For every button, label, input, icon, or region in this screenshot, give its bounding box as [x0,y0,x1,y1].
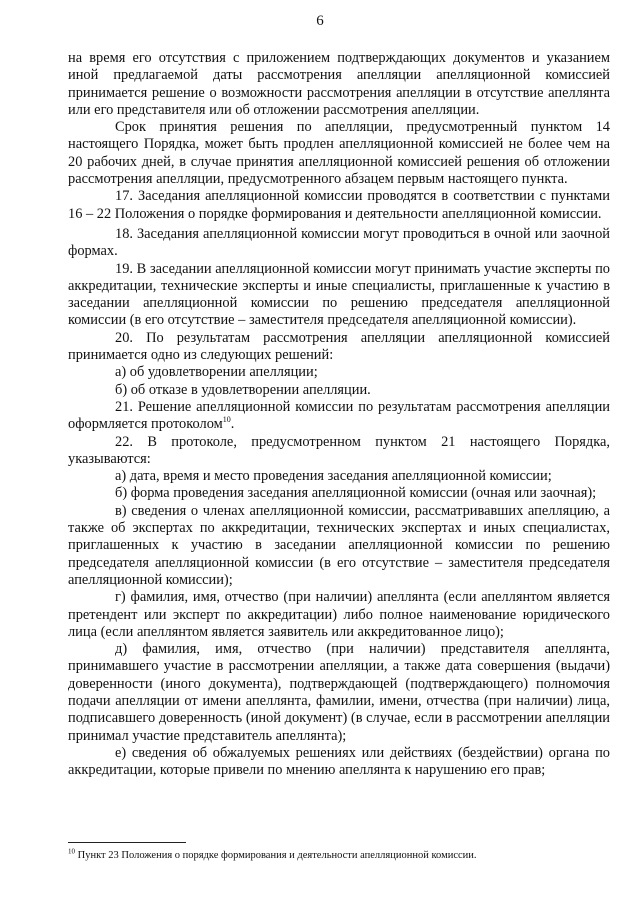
paragraph-20: 20. По результатам рассмотрения апелляции апелляционной комиссией принимается одно из следующих решений: [68,329,610,364]
footnote-divider [68,842,186,843]
paragraph-22-v: в) сведения о членах апелляционной комиссии, рассматривавших апелляцию, а также об экспертах по аккредитации, технических экспертах и иных специалистах, приглашенных к участию в заседании апелляционной комиссии по решению председателя апелляционной комиссии (в его отсутствие – заместителя председателя апелляционной комиссии); [68,502,610,588]
paragraph-22-g: г) фамилия, имя, отчество (при наличии) апеллянта (если апеллянтом является претендент или эксперт по аккредитации) либо полное наименование юридического лица (если апеллянтом является заявитель или аккредитованное лицо); [68,589,610,640]
page-number: 6 [316,13,324,29]
paragraph-19: 19. В заседании апелляционной комиссии могут принимать участие эксперты по аккредитации, технические эксперты и иные специалисты, приглашенные к участию в заседании апелляционной комиссии по решению председателя апелляционной комиссии (в его отсутствие – заместителя председателя апелляционной комиссии). [68,260,610,329]
paragraph-22-e: е) сведения об обжалуемых решениях или действиях (бездействии) органа по аккредитации, которые привели по мнению апеллянта к нарушению его прав; [68,744,610,779]
footnote-marker: 10 [68,847,75,856]
paragraph-21-end: . [230,416,235,433]
paragraph-21 [68,399,610,434]
footnote-text: Пункт 23 Положения о порядке формирования и деятельности апелляционной комиссии. [75,850,477,861]
footnote [68,849,610,862]
paragraph-17: 17. Заседания апелляционной комиссии проводятся в соответствии с пунктами 16 – 22 Положения о порядке формирования и деятельности апелляционной комиссии. [68,188,610,222]
paragraph-21-text: 21. Решение апелляционной комиссии по результатам рассмотрения апелляции оформляется протоколом [68,398,610,433]
paragraph-22-d: д) фамилия, имя, отчество (при наличии) представителя апеллянта, принимавшего участие в рассмотрении апелляции, а также дата совершения (выдачи) доверенности (иного документа), подтверждающей (подтверждающего) полномочия подачи апелляции от имени апеллянта, фамилии, имени, отчества (при наличии) лица, подписавшего доверенность (иной документ) (в случае, если в рассмотрении апелляции принимал участие представитель апеллянта); [68,641,610,744]
paragraph-18: 18. Заседания апелляционной комиссии могут проводиться в очной или заочной формах. [68,225,610,260]
footnote-reference: 10 [222,415,231,425]
paragraph-20-a: а) об удовлетворении апелляции; [115,364,318,381]
document-body [68,50,610,779]
paragraph-continuation: на время его отсутствия с приложением подтверждающих документов и указанием иной предлагаемой даты рассмотрения апелляции апелляционной комиссией принимается решение о возможности рассмотрения апелляции в отсутствие апеллянта или его представителя или об отложении рассмотрения апелляции. [68,50,610,118]
paragraph-20-b: б) об отказе в удовлетворении апелляции. [115,381,371,398]
paragraph-22-b: б) форма проведения заседания апелляционной комиссии (очная или заочная); [115,485,597,502]
paragraph-22: 22. В протоколе, предусмотренном пунктом 21 настоящего Порядка, указываются: [68,433,610,467]
paragraph-term-extension: Срок принятия решения по апелляции, предусмотренный пунктом 14 настоящего Порядка, может быть продлен апелляционной комиссией не более чем на 20 рабочих дней, в случае принятия апелляционной комиссией решения об отложении рассмотрения апелляции, предусмотренного абзацем первым настоящего пункта. [68,119,610,188]
paragraph-22-a: а) дата, время и место проведения заседания апелляционной комиссии; [115,468,552,485]
